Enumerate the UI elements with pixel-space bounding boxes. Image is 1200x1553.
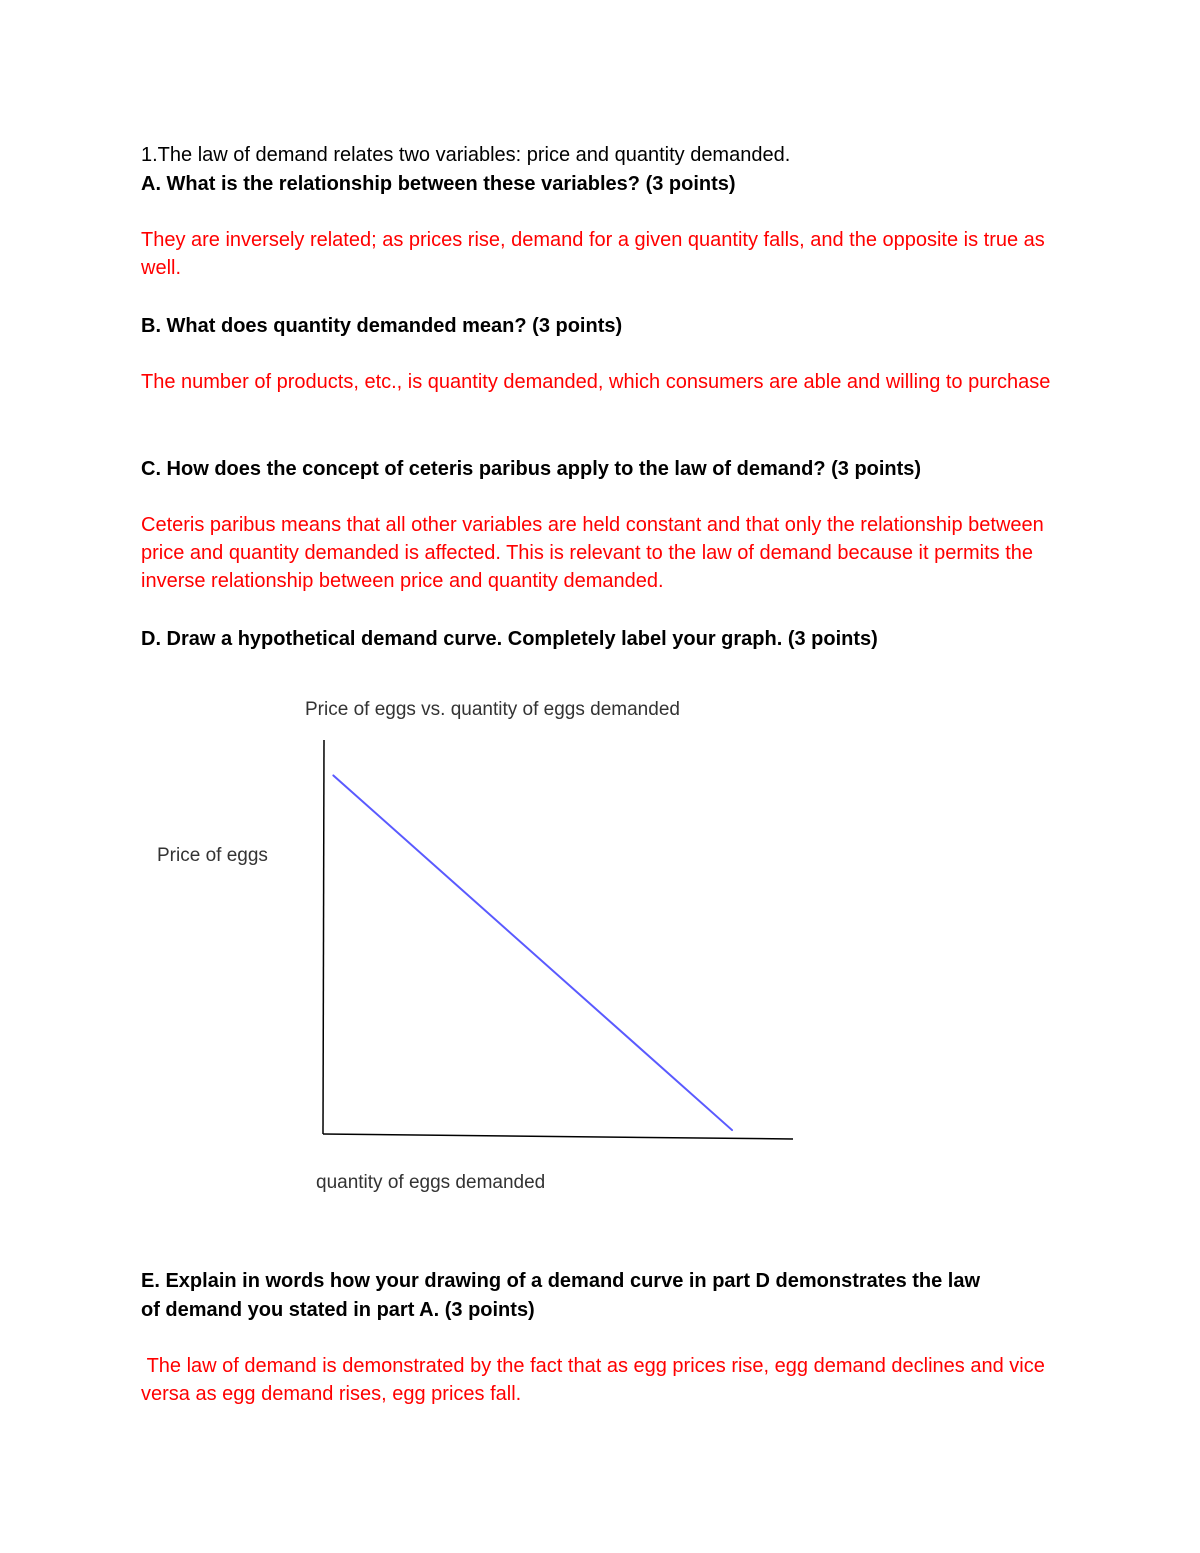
y-axis-line	[323, 740, 324, 1134]
intro-text: 1.The law of demand relates two variables: price and quantity demanded.	[141, 144, 791, 166]
answer-a: They are inversely related; as prices rise, demand for a given quantity falls, and the opposite is true as well.	[141, 229, 1045, 279]
answer-e: The law of demand is demonstrated by the fact that as egg prices rise, egg demand declines and vice versa as egg demand rises, egg prices fall.	[141, 1355, 1051, 1405]
question-c: C. How does the concept of ceteris paribus apply to the law of demand? (3 points)	[141, 458, 922, 480]
series-layer	[333, 775, 732, 1130]
answer-b: The number of products, etc., is quantity demanded, which consumers are able and willing to purchase	[141, 371, 1051, 393]
question-e-line2: of demand you stated in part A. (3 points)	[141, 1299, 535, 1321]
question-e-line1: E. Explain in words how your drawing of a demand curve in part D demonstrates the law	[141, 1270, 981, 1292]
question-b: B. What does quantity demanded mean? (3 points)	[141, 315, 623, 337]
x-axis-line	[323, 1134, 793, 1139]
question-a: A. What is the relationship between these variables? (3 points)	[141, 173, 736, 195]
chart-title: Price of eggs vs. quantity of eggs demanded	[305, 699, 680, 720]
question-d: D. Draw a hypothetical demand curve. Completely label your graph. (3 points)	[141, 628, 878, 650]
demand-curve-line	[333, 775, 732, 1130]
x-axis-label: quantity of eggs demanded	[316, 1172, 546, 1193]
answer-c: Ceteris paribus means that all other variables are held constant and that only the relationship between price and quantity demanded is affected. This is relevant to the law of demand because it permits the inverse relationship between price and quantity demanded.	[141, 514, 1044, 592]
y-axis-label: Price of eggs	[157, 845, 268, 866]
